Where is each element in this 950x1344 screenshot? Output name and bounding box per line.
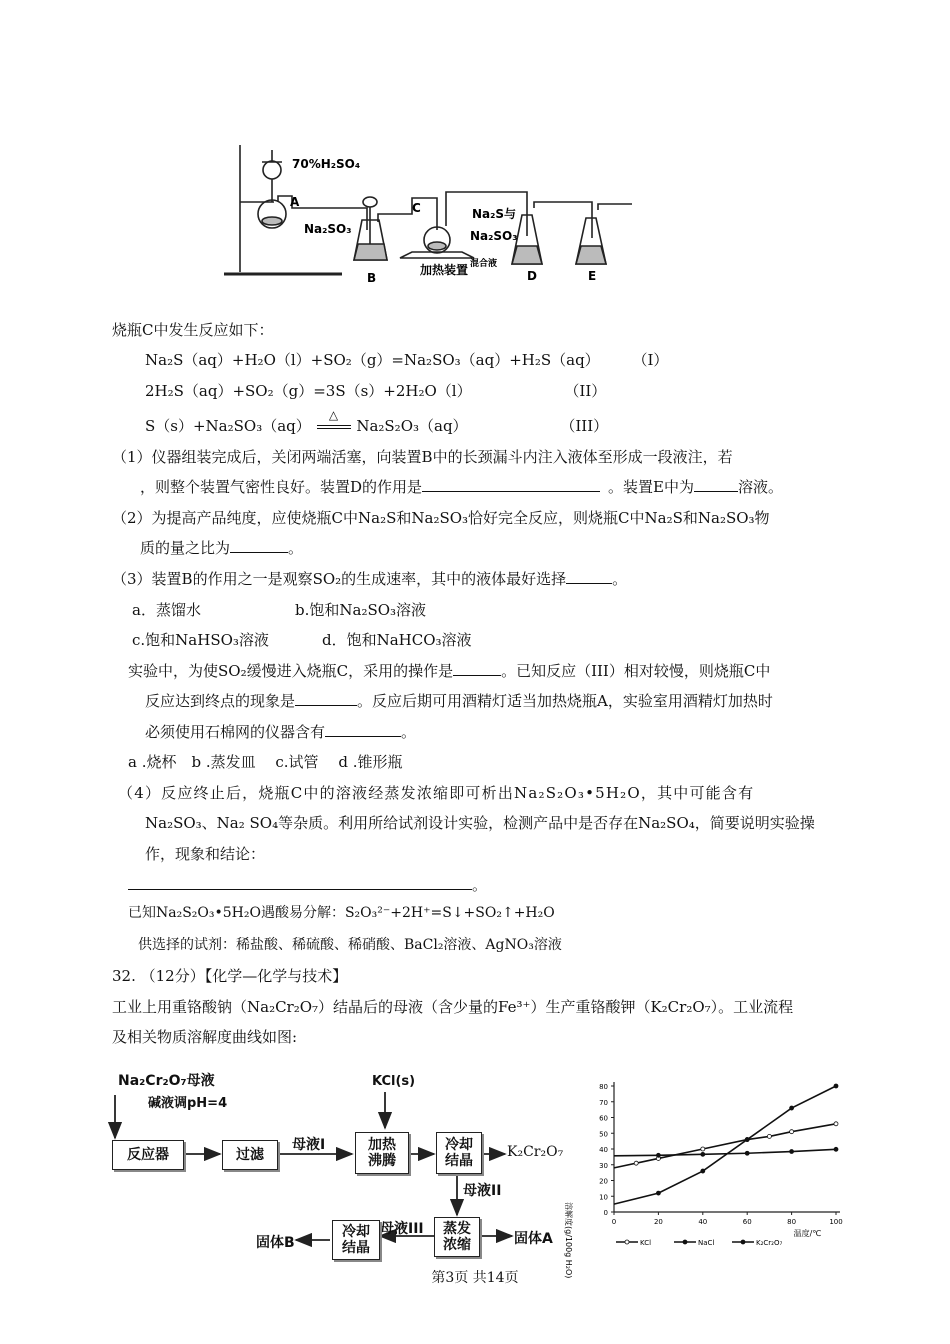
- reaction-1-num: （I）: [632, 351, 669, 369]
- page-footer: 第3页 共14页: [431, 1270, 519, 1286]
- data-point: [767, 1134, 771, 1138]
- y-tick-label: 60: [599, 1114, 608, 1123]
- x-tick-label: 0: [611, 1218, 617, 1226]
- label-c: C: [412, 201, 421, 215]
- flow-product: K₂Cr₂O₇: [507, 1144, 564, 1160]
- reaction-1-eq: Na₂S（aq）+H₂O（l）+SO₂（g）=Na₂SO₃（aq）+H₂S（aq）: [145, 351, 600, 369]
- data-point: [790, 1106, 794, 1110]
- flow-ml3: 母液III: [380, 1221, 424, 1237]
- legend-label: KCl: [640, 1239, 652, 1247]
- na2so3-label: Na₂SO₃: [304, 222, 352, 236]
- label-a: A: [290, 195, 300, 209]
- mix-label-2: Na₂SO₃: [470, 229, 518, 243]
- flow-solid-b: 固体B: [256, 1235, 295, 1251]
- q3-instrument-options: a .烧杯 b .蒸发皿 c.试管 d .锥形瓶: [128, 753, 403, 771]
- q3-option-d: d．饱和NaHCO₃溶液: [322, 631, 472, 649]
- q3-exp2-text-a: 反应达到终点的现象是: [145, 692, 296, 710]
- legend-marker: [683, 1240, 687, 1244]
- y-tick-label: 0: [603, 1209, 608, 1217]
- q1-blank-e[interactable]: [694, 477, 738, 492]
- q3-option-a: a．蒸馏水: [132, 601, 201, 619]
- solubility-chart: [564, 1078, 850, 1279]
- reaction-3-right: Na₂S₂O₃（aq）: [356, 417, 468, 435]
- legend-marker: [625, 1240, 629, 1244]
- box-cool1-line2: 结晶: [445, 1153, 473, 1169]
- q3-option-b: b.饱和Na₂SO₃溶液: [295, 601, 427, 619]
- reaction-2-num: （II）: [564, 382, 607, 400]
- series-line-0: [614, 1124, 836, 1168]
- label-b: B: [367, 271, 377, 285]
- data-point: [834, 1147, 838, 1151]
- reaction-2-eq: 2H₂S（aq）+SO₂（g）=3S（s）+2H₂O（l）: [145, 382, 472, 400]
- q4-reagents: 供选择的试剂：稀盐酸、稀硫酸、稀硝酸、BaCl₂溶液、AgNO₃溶液: [138, 937, 562, 953]
- q4-line2: Na₂SO₃、Na₂ SO₄等杂质。利用所给试剂设计实验，检测产品中是否存在Na₂SO₄，简要说明实验操: [145, 814, 815, 832]
- mixture-label: 混合液: [470, 259, 498, 269]
- flow-ml1: 母液I: [292, 1137, 326, 1153]
- label-d: D: [527, 269, 537, 283]
- q32-line1: 工业上用重铬酸钠（Na₂Cr₂O₇）结晶后的母液（含少量的Fe³⁺）生产重铬酸钾（K₂Cr₂O₇）。工业流程: [112, 998, 794, 1016]
- x-tick-label: 60: [742, 1218, 752, 1226]
- q4-line1: （4）反应终止后，烧瓶C中的溶液经蒸发浓缩即可析出Na₂S₂O₃•5H₂O，其中可能含有: [118, 784, 755, 802]
- q3-text-a: （3）装置B的作用之一是观察SO₂的生成速率，其中的液体最好选择: [112, 570, 567, 588]
- q4-known: 已知Na₂S₂O₃•5H₂O遇酸易分解：S₂O₃²⁻+2H⁺=S↓+SO₂↑+H₂O: [128, 905, 555, 921]
- data-point: [834, 1122, 838, 1126]
- q2-line1: （2）为提高产品纯度，应使烧瓶C中Na₂S和Na₂SO₃恰好完全反应，则烧瓶C中Na₂S和Na₂SO₃物: [112, 509, 770, 527]
- box-cool1: [436, 1132, 482, 1174]
- q1-line1: （1）仪器组装完成后，关闭两端活塞，向装置B中的长颈漏斗内注入液体至形成一段液注，若: [112, 448, 733, 466]
- x-tick-label: 20: [653, 1218, 663, 1226]
- q3-exp2-text-b: 。反应后期可用酒精灯适当加热烧瓶A，实验室用酒精灯加热时: [357, 692, 773, 710]
- y-tick-label: 70: [599, 1098, 608, 1107]
- acid-label: 70%H₂SO₄: [292, 157, 361, 171]
- y-tick-label: 80: [599, 1083, 608, 1091]
- q32-line2: 及相关物质溶解度曲线如图:: [112, 1028, 298, 1046]
- y-axis-label: 溶解度(g/100g H₂O): [564, 1202, 573, 1279]
- q1-text-a: ，则整个装置气密性良好。装置D的作用是: [140, 478, 423, 496]
- q3-exp3-text-b: 。: [401, 723, 417, 741]
- data-point: [745, 1151, 749, 1155]
- box-cool2-line2: 结晶: [342, 1240, 370, 1256]
- intro-text: 烧瓶C中发生反应如下：: [112, 321, 274, 339]
- x-tick-label: 100: [829, 1218, 843, 1226]
- box-reactor: 反应器: [112, 1140, 184, 1170]
- y-tick-label: 40: [599, 1146, 608, 1154]
- label-e: E: [588, 269, 597, 283]
- flow-solid-a: 固体A: [514, 1231, 553, 1247]
- flow-ph: 碱液调pH=4: [148, 1096, 228, 1111]
- heat-label: 加热装置: [420, 263, 469, 277]
- box-evap: [434, 1217, 480, 1257]
- q3-text-b: 。: [612, 570, 628, 588]
- heat-condition: △: [328, 408, 339, 422]
- data-point: [634, 1161, 638, 1165]
- q32-title: 32. （12分）【化学—化学与技术】: [112, 967, 348, 985]
- box-cool2: [332, 1220, 380, 1260]
- data-point: [790, 1130, 794, 1134]
- reaction-3-left: S（s）+Na₂SO₃（aq）: [145, 417, 311, 435]
- data-point: [656, 1153, 660, 1157]
- y-tick-label: 50: [599, 1130, 608, 1139]
- x-axis-label: 温度/℃: [793, 1229, 822, 1238]
- q2-text-b: 。: [288, 539, 304, 557]
- flow-feed: Na₂Cr₂O₇母液: [118, 1073, 215, 1089]
- y-tick-label: 20: [599, 1177, 608, 1186]
- q1-text-b: 。装置E中为: [608, 478, 694, 496]
- box-boil: [355, 1132, 409, 1174]
- box-evap-line2: 浓缩: [443, 1237, 471, 1253]
- x-tick-label: 40: [698, 1218, 708, 1226]
- legend-label: K₂Cr₂O₇: [756, 1239, 783, 1247]
- box-boil-line2: 沸腾: [368, 1153, 396, 1169]
- flow-ml2: 母液II: [463, 1183, 502, 1199]
- q3-option-c: c.饱和NaHSO₃溶液: [132, 631, 269, 649]
- q3-exp3-text-a: 必须使用石棉网的仪器含有: [145, 723, 326, 741]
- q4-line3: 作，现象和结论：: [145, 845, 266, 863]
- reaction-3-num: （III）: [560, 417, 609, 435]
- q1-text-c: 溶液。: [737, 478, 783, 496]
- q4-answer-end: 。: [472, 876, 488, 894]
- data-point: [745, 1138, 749, 1142]
- x-tick-label: 80: [787, 1218, 797, 1226]
- q3-exp1-text-b: 。已知反应（III）相对较慢，则烧瓶C中: [501, 662, 771, 680]
- legend-label: NaCl: [698, 1239, 715, 1247]
- box-evap-line1: 蒸发: [443, 1221, 471, 1237]
- data-point: [701, 1147, 705, 1151]
- data-point: [701, 1169, 705, 1173]
- box-filter: 过滤: [222, 1140, 278, 1170]
- box-cool2-line1: 冷却: [342, 1224, 370, 1240]
- y-tick-label: 10: [599, 1193, 608, 1202]
- box-boil-line1: 加热: [368, 1137, 396, 1153]
- y-tick-label: 30: [599, 1161, 608, 1170]
- data-point: [656, 1191, 660, 1195]
- q2-text-a: 质的量之比为: [140, 539, 231, 557]
- flow-kcl: KCl(s): [372, 1074, 416, 1089]
- data-point: [790, 1150, 794, 1154]
- q3-exp1-text-a: 实验中，为使SO₂缓慢进入烧瓶C，采用的操作是: [128, 662, 454, 680]
- mix-label-1: Na₂S与: [472, 207, 517, 221]
- box-cool1-line1: 冷却: [445, 1137, 473, 1153]
- data-point: [701, 1152, 705, 1156]
- legend-marker: [741, 1240, 745, 1244]
- data-point: [834, 1084, 838, 1088]
